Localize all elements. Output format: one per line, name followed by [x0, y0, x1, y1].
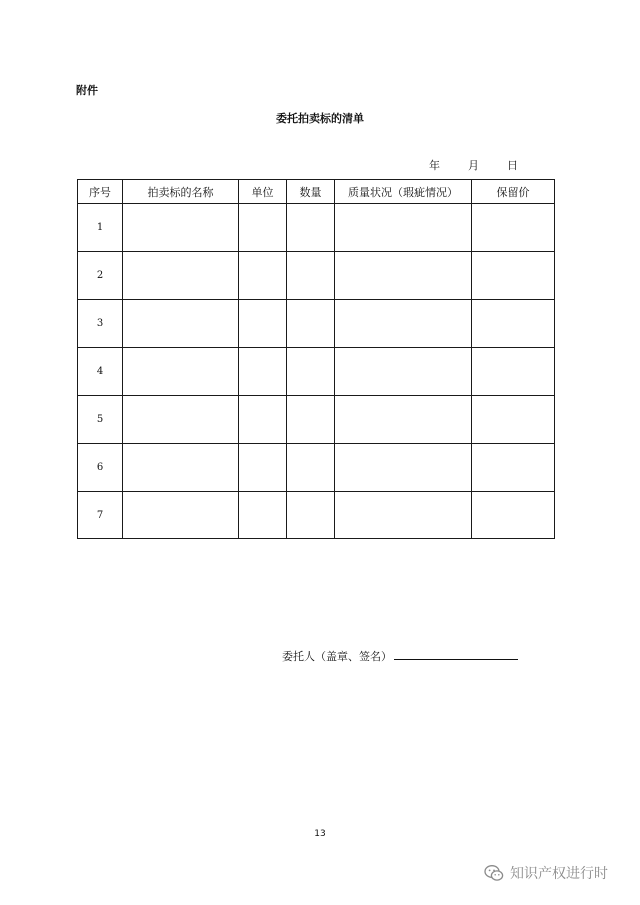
date-year-label: 年	[429, 159, 440, 172]
unit-cell[interactable]	[239, 204, 287, 252]
watermark-text: 知识产权进行时	[510, 866, 608, 882]
wechat-icon	[484, 864, 504, 882]
unit-cell[interactable]	[239, 348, 287, 396]
table-row	[78, 492, 555, 539]
unit-cell[interactable]	[239, 396, 287, 444]
reserve-price-cell[interactable]	[472, 348, 555, 396]
quality-cell[interactable]	[335, 396, 472, 444]
row-index-cell: 1	[78, 204, 123, 252]
quantity-cell[interactable]	[287, 300, 335, 348]
unit-cell[interactable]	[239, 492, 287, 539]
quality-cell[interactable]	[335, 300, 472, 348]
quantity-cell[interactable]	[287, 252, 335, 300]
quality-cell[interactable]	[335, 444, 472, 492]
date-day-label: 日	[507, 159, 518, 172]
signature-line[interactable]	[394, 659, 518, 660]
item-name-cell[interactable]	[123, 300, 239, 348]
attachment-label: 附件	[76, 84, 98, 97]
table-row	[78, 348, 555, 396]
item-name-cell[interactable]	[123, 444, 239, 492]
reserve-price-cell[interactable]	[472, 396, 555, 444]
column-header-item-name: 拍卖标的名称	[123, 180, 239, 204]
quality-cell[interactable]	[335, 252, 472, 300]
quantity-cell[interactable]	[287, 396, 335, 444]
quantity-cell[interactable]	[287, 492, 335, 539]
unit-cell[interactable]	[239, 252, 287, 300]
column-header-quality: 质量状况（瑕疵情况）	[335, 180, 472, 204]
row-index-cell: 7	[78, 492, 123, 539]
unit-cell[interactable]	[239, 300, 287, 348]
row-index-cell: 6	[78, 444, 123, 492]
item-name-cell[interactable]	[123, 492, 239, 539]
auction-items-table	[77, 179, 555, 539]
reserve-price-cell[interactable]	[472, 492, 555, 539]
table-row	[78, 252, 555, 300]
quality-cell[interactable]	[335, 204, 472, 252]
quality-cell[interactable]	[335, 492, 472, 539]
column-header-quantity: 数量	[287, 180, 335, 204]
item-name-cell[interactable]	[123, 252, 239, 300]
row-index-cell: 2	[78, 252, 123, 300]
unit-cell[interactable]	[239, 444, 287, 492]
reserve-price-cell[interactable]	[472, 204, 555, 252]
item-name-cell[interactable]	[123, 348, 239, 396]
consignor-signature-label: 委托人（盖章、签名）	[282, 650, 392, 663]
reserve-price-cell[interactable]	[472, 444, 555, 492]
date-month-label: 月	[468, 159, 479, 172]
column-header-reserve-price: 保留价	[472, 180, 555, 204]
quality-cell[interactable]	[335, 348, 472, 396]
quantity-cell[interactable]	[287, 204, 335, 252]
table-row	[78, 204, 555, 252]
quantity-cell[interactable]	[287, 348, 335, 396]
row-index-cell: 4	[78, 348, 123, 396]
item-name-cell[interactable]	[123, 396, 239, 444]
column-header-index: 序号	[78, 180, 123, 204]
table-row	[78, 444, 555, 492]
table-row	[78, 300, 555, 348]
item-name-cell[interactable]	[123, 204, 239, 252]
row-index-cell: 3	[78, 300, 123, 348]
column-header-unit: 单位	[239, 180, 287, 204]
reserve-price-cell[interactable]	[472, 252, 555, 300]
page-number: 13	[314, 829, 326, 839]
quantity-cell[interactable]	[287, 444, 335, 492]
table-header-row	[78, 180, 555, 204]
reserve-price-cell[interactable]	[472, 300, 555, 348]
watermark	[484, 863, 608, 883]
row-index-cell: 5	[78, 396, 123, 444]
table-row	[78, 396, 555, 444]
document-title: 委托拍卖标的清单	[276, 112, 364, 125]
